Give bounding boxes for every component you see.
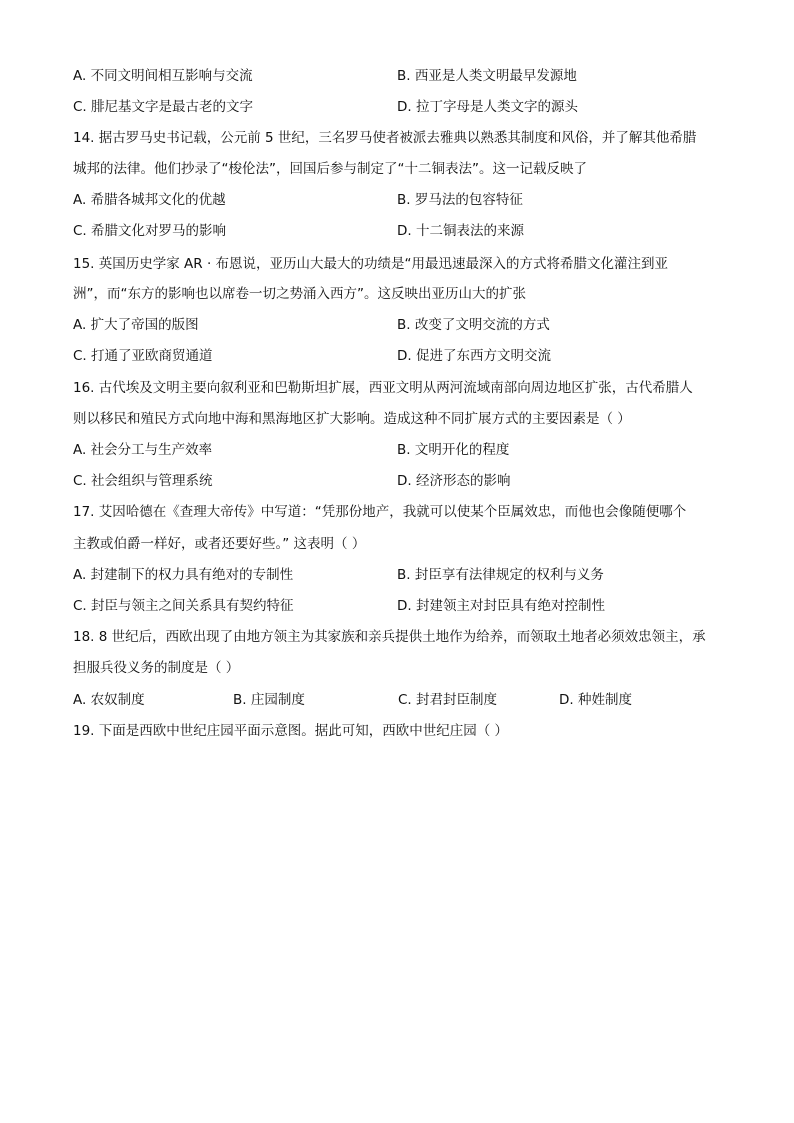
q16-stem-line2: 则以移民和殖民方式向地中海和黑海地区扩大影响。造成这种不同扩展方式的主要因素是（ ）: [73, 411, 631, 427]
q14-stem-line2: 城邦的法律。他们抄录了“梭伦法”，回国后参与制定了“十二铜表法”。这一记载反映了: [73, 161, 587, 177]
q16-option-b: B. 文明开化的程度: [397, 442, 510, 458]
q17-option-d: D. 封建领主对封臣具有绝对控制性: [397, 598, 605, 614]
q16-option-c: C. 社会组织与管理系统: [73, 473, 213, 489]
q16-option-d: D. 经济形态的影响: [397, 473, 511, 489]
q13-option-a: A. 不同文明间相互影响与交流: [73, 68, 253, 84]
q18-stem-line2: 担服兵役义务的制度是（ ）: [73, 660, 240, 676]
q18-option-b: B. 庄园制度: [233, 692, 305, 708]
q13-option-c: C. 腓尼基文字是最古老的文字: [73, 99, 254, 115]
q17-option-a: A. 封建制下的权力具有绝对的专制性: [73, 567, 294, 583]
q19-stem-line1: 19. 下面是西欧中世纪庄园平面示意图。据此可知，西欧中世纪庄园（ ）: [73, 723, 509, 739]
q15-stem-line2: 洲”，而“东方的影响也以席卷一切之势涌入西方”。这反映出亚历山大的扩张: [73, 286, 526, 302]
q14-option-d: D. 十二铜表法的来源: [397, 223, 524, 239]
q17-option-c: C. 封臣与领主之间关系具有契约特征: [73, 598, 294, 614]
q17-option-b: B. 封臣享有法律规定的权利与义务: [397, 567, 604, 583]
q15-option-c: C. 打通了亚欧商贸通道: [73, 348, 213, 364]
q16-option-a: A. 社会分工与生产效率: [73, 442, 213, 458]
q18-stem-line1: 18. 8 世纪后，西欧出现了由地方领主为其家族和亲兵提供土地作为给养，而领取土地者必须效忠领主，承: [73, 629, 706, 645]
q16-stem-line1: 16. 古代埃及文明主要向叙利亚和巴勒斯坦扩展，西亚文明从两河流域南部向周边地区扩张，古代希腊人: [73, 380, 693, 396]
q14-stem-line1: 14. 据古罗马史书记载，公元前 5 世纪，三名罗马使者被派去雅典以熟悉其制度和风俗，并了解其他希腊: [73, 130, 697, 146]
q15-option-a: A. 扩大了帝国的版图: [73, 317, 199, 333]
q15-option-b: B. 改变了文明交流的方式: [397, 317, 550, 333]
q13-option-b: B. 西亚是人类文明最早发源地: [397, 68, 577, 84]
q18-option-d: D. 种姓制度: [559, 692, 632, 708]
q17-stem-line2: 主教或伯爵一样好，或者还要好些。” 这表明（ ）: [73, 536, 366, 552]
q18-option-a: A. 农奴制度: [73, 692, 145, 708]
q15-stem-line1: 15. 英国历史学家 AR · 布恩说，亚历山大最大的功绩是“用最迅速最深入的方式将希腊文化灌注到亚: [73, 256, 669, 272]
q15-option-d: D. 促进了东西方文明交流: [397, 348, 551, 364]
q14-option-b: B. 罗马法的包容特征: [397, 192, 523, 208]
q17-stem-line1: 17. 艾因哈德在《查理大帝传》中写道：“凭那份地产，我就可以使某个臣属效忠，而他也会像随便哪个: [73, 504, 687, 520]
q14-option-a: A. 希腊各城邦文化的优越: [73, 192, 226, 208]
q13-option-d: D. 拉丁字母是人类文字的源头: [397, 99, 578, 115]
q14-option-c: C. 希腊文化对罗马的影响: [73, 223, 227, 239]
q18-option-c: C. 封君封臣制度: [398, 692, 498, 708]
